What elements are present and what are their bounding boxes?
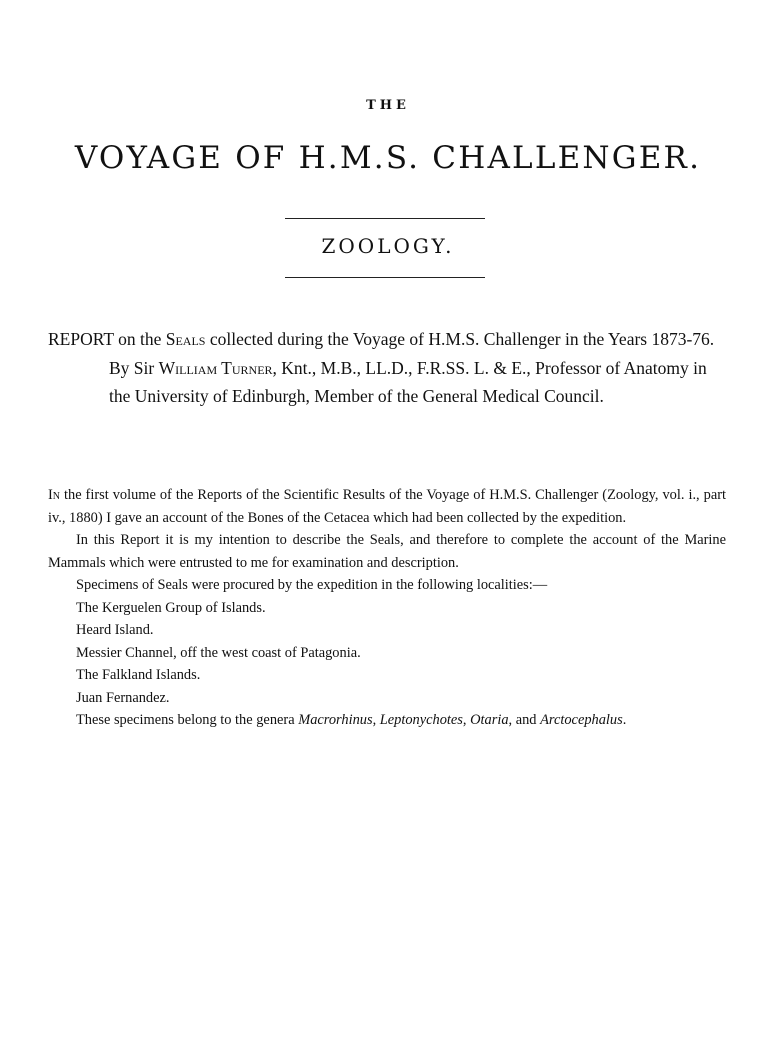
paragraph-4-lead: These specimens belong to the genera	[76, 712, 295, 728]
report-author: William Turner	[158, 357, 273, 378]
body-text	[48, 484, 726, 732]
paragraph-1	[48, 484, 726, 529]
top-rule	[285, 218, 485, 219]
locality-item: The Falkland Islands.	[76, 667, 201, 683]
report-lead: REPORT on the	[48, 329, 162, 349]
header-the: THE	[366, 98, 410, 113]
bottom-rule	[285, 277, 485, 278]
paragraph-4-end: .	[622, 712, 627, 728]
report-heading	[48, 325, 728, 411]
paragraph-1-initial: In	[48, 487, 61, 503]
paragraph-3: Specimens of Seals were procured by the expedition in the following localities:—	[76, 577, 548, 593]
report-paragraph	[48, 325, 728, 411]
genus-separator: , and	[508, 712, 537, 728]
genus-leptonychotes: Leptonychotes	[379, 712, 463, 728]
genus-macrorhinus: Macrorhinus	[298, 712, 373, 728]
locality-item: Juan Fernandez.	[76, 689, 170, 706]
genus-arctocephalus: Arctocephalus	[540, 712, 623, 728]
report-mid1: collected during the Voyage of H.M.S. Challenger in the Years 1873-76. By Sir	[109, 329, 715, 378]
page-title: VOYAGE OF H.M.S. CHALLENGER.	[74, 140, 702, 176]
locality-item: Heard Island.	[76, 622, 154, 638]
genus-separator: ,	[462, 712, 467, 728]
report-mid2: , Knt., M.B., LL.D., F.R.SS. L. & E., Professor of Anatomy in the University of Edinburgh, Member of the General Medical Council.	[109, 357, 707, 406]
report-seals-word: Seals	[165, 329, 206, 349]
paragraph-1-rest: the first volume of the Reports of the Scientific Results of the Voyage of H.M.S. Challenger (Zoology, vol. i., part iv., 1880) I gave an account of the Bones of the Cetacea which had been collected by the expedition.	[48, 487, 726, 526]
locality-item: The Kerguelen Group of Islands.	[76, 599, 266, 616]
genus-separator: ,	[372, 712, 377, 728]
locality-item: Messier Channel, off the west coast of Patagonia.	[76, 644, 361, 661]
genus-otaria: Otaria	[470, 712, 509, 728]
paragraph-2: In this Report it is my intention to describe the Seals, and therefore to complete the account of the Marine Mammals which were entrusted to me for examination and description.	[48, 532, 726, 571]
section-title: ZOOLOGY.	[321, 234, 455, 258]
paragraph-4	[48, 709, 726, 732]
